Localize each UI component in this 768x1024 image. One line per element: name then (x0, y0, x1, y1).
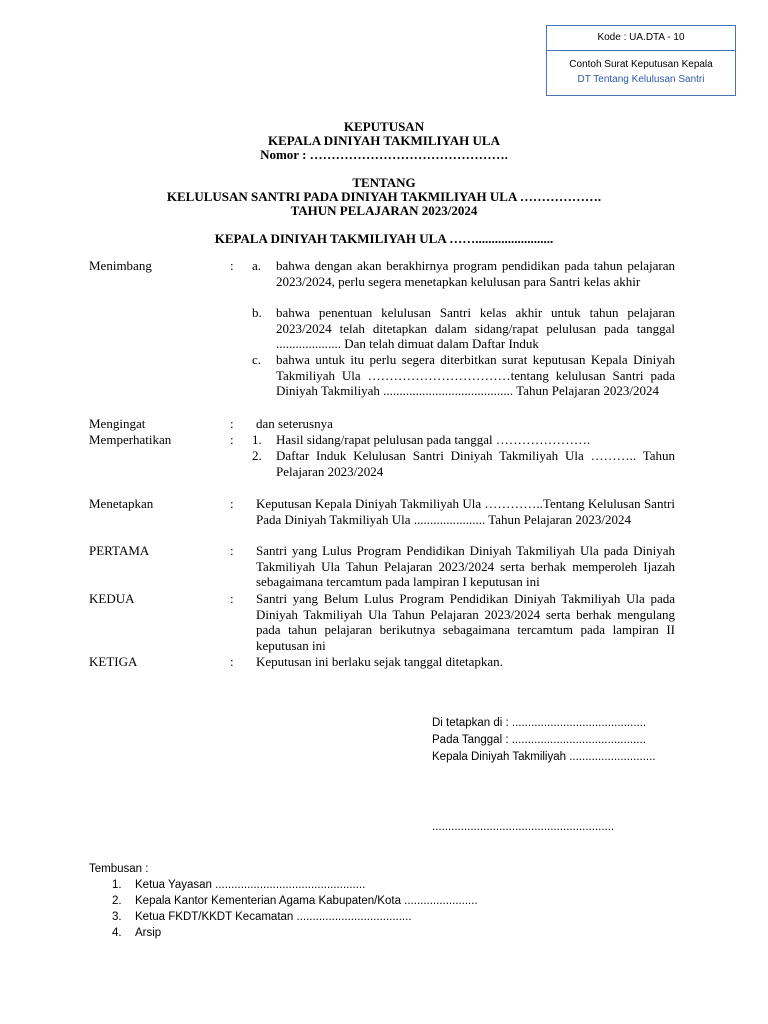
menimbang-marker-a: a. (252, 258, 262, 273)
tembusan-num-2: 2. (112, 895, 122, 907)
menetapkan-text: Keputusan Kepala Diniyah Takmiliyah Ula …………..Tentang Kelulusan Santri Pada Diniyah Takmiliyah Ula ...................... Tahun Pelajaran 2023/2024 (256, 496, 675, 527)
menimbang-item-c: bahwa untuk itu perlu segera diterbitkan surat keputusan Kepala Diniyah Takmiliyah Ula ……………………………tentang kelulusan Santri pada Diniyah Takmiliyah ........................................ Tahun Pelajaran 2023/2024 (276, 352, 675, 399)
decree-number: Nomor : ………………………………………. (260, 147, 508, 162)
menimbang-marker-c: c. (252, 352, 262, 367)
decree-year: TAHUN PELAJARAN 2023/2024 (290, 203, 478, 218)
memperhatikan-item-1: Hasil sidang/rapat pelulusan pada tanggal …………………. (276, 432, 591, 447)
document-code-description-2: DT Tentang Kelulusan Santri (577, 74, 705, 85)
menimbang-item-b: bahwa penentuan kelulusan Santri kelas akhir untuk tahun pelajaran 2023/2024 telah ditetapkan dalam sidang/rapat pelulusan pada tanggal .................... Dan telah dimuat dalam Daftar Induk (276, 305, 675, 352)
ketiga-label: KETIGA (89, 654, 138, 669)
mengingat-text: dan seterusnya (256, 416, 333, 431)
kedua-colon: : (230, 591, 234, 606)
ketiga-text: Keputusan ini berlaku sejak tanggal ditetapkan. (256, 654, 503, 669)
tembusan-item-4: Arsip (135, 927, 162, 939)
kedua-label: KEDUA (89, 591, 135, 606)
tembusan-item-2: Kepala Kantor Kementerian Agama Kabupaten/Kota ....................... (135, 895, 478, 907)
menimbang-label: Menimbang (89, 258, 152, 273)
tentang-label: TENTANG (352, 175, 416, 190)
signature-date: Pada Tanggal : .......................................... (432, 734, 646, 746)
tembusan-num-1: 1. (112, 879, 122, 891)
memperhatikan-marker-1: 1. (252, 432, 262, 447)
pertama-text: Santri yang Lulus Program Pendidikan Diniyah Takmiliyah Ula pada Diniyah Takmiliyah Ula Tahun Pelajaran 2023/2024 serta berhak memperoleh Ijazah sebagaimana tercamtum pada lampiran I keputusan ini (256, 543, 675, 590)
menimbang-colon: : (230, 258, 234, 273)
tembusan-num-4: 4. (112, 927, 122, 939)
pertama-label: PERTAMA (89, 543, 150, 558)
tembusan-item-3: Ketua FKDT/KKDT Kecamatan .................................... (135, 911, 412, 923)
pertama-colon: : (230, 543, 234, 558)
decree-title: KEPUTUSAN (343, 119, 425, 134)
menimbang-item-a: bahwa dengan akan berakhirnya program pendidikan pada tahun pelajaran 2023/2024, perlu segera menetapkan kelulusan para Santri kelas akhir (276, 258, 675, 289)
document-code-box (546, 25, 736, 96)
decree-topic: KELULUSAN SANTRI PADA DINIYAH TAKMILIYAH ULA ………………. (166, 189, 602, 204)
signature-place: Di tetapkan di : .......................................... (432, 717, 647, 729)
menetapkan-label: Menetapkan (89, 496, 154, 511)
memperhatikan-item-2: Daftar Induk Kelulusan Santri Diniyah Takmiliyah Ula ……….. Tahun Pelajaran 2023/2024 (276, 448, 675, 479)
memperhatikan-label: Memperhatikan (89, 432, 172, 447)
mengingat-colon: : (230, 416, 234, 431)
memperhatikan-marker-2: 2. (252, 448, 262, 463)
tembusan-item-1: Ketua Yayasan ............................................... (135, 879, 366, 891)
signature-name-line: ......................................................... (432, 821, 615, 833)
kedua-text: Santri yang Belum Lulus Program Pendidikan Diniyah Takmiliyah Ula pada Diniyah Takmiliyah Ula Tahun Pelajaran 2023/2024 serta berhak mengulang pada tahun pelajaran berikutnya sebagaimana tercamtum pada lampiran II keputusan ini (256, 591, 675, 653)
menimbang-marker-b: b. (252, 305, 262, 320)
mengingat-label: Mengingat (89, 416, 146, 431)
memperhatikan-colon: : (230, 432, 234, 447)
tembusan-label: Tembusan : (89, 863, 149, 875)
tembusan-num-3: 3. (112, 911, 122, 923)
signature-position: Kepala Diniyah Takmiliyah ........................... (432, 751, 656, 763)
ketiga-colon: : (230, 654, 234, 669)
decree-issuer: KEPALA DINIYAH TAKMILIYAH ULA (267, 133, 500, 148)
document-code-description: Contoh Surat Keputusan Kepala (569, 59, 713, 70)
document-code: Kode : UA.DTA - 10 (547, 26, 735, 51)
menetapkan-colon: : (230, 496, 234, 511)
decree-signer-heading: KEPALA DINIYAH TAKMILIYAH ULA ……........................ (214, 231, 554, 246)
